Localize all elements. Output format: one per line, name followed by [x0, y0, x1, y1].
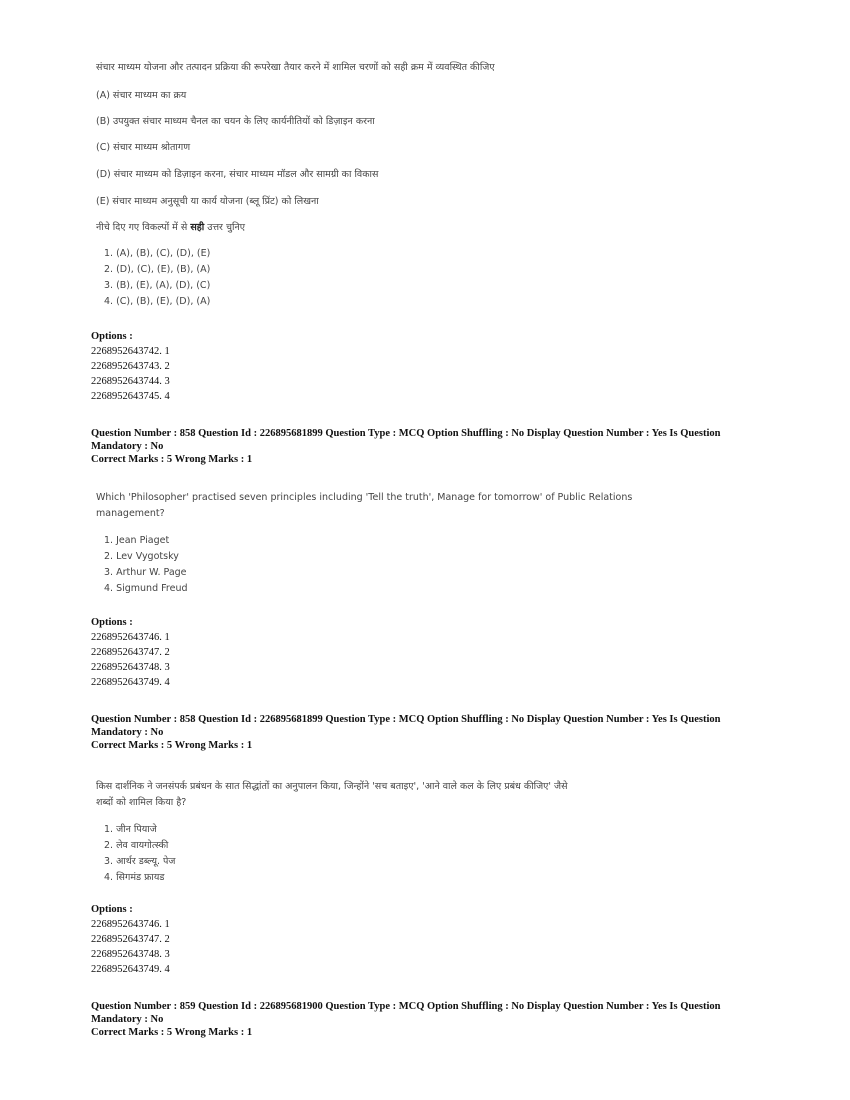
option-id-row: 2268952643743. 2	[91, 361, 170, 372]
question-1-choice-2: 2. (D), (C), (E), (B), (A)	[104, 264, 211, 275]
options-label: Options :	[91, 617, 133, 628]
question-3-prompt-line-1: किस दार्शनिक ने जनसंपर्क प्रबंधन के सात सिद्धांतों का अनुपालन किया, जिन्होंने 'सच बताइए', 'आने वाले कल के लिए प्रबंध कीजिए' जैसे	[96, 781, 568, 792]
question-meta-line: Question Number : 859 Question Id : 226895681900 Question Type : MCQ Option Shuffling : No Display Question Number : Yes Is Question	[91, 1001, 721, 1012]
question-2-options	[91, 615, 170, 690]
question-2-prompt-line-2: management?	[96, 508, 165, 519]
question-meta-mandatory: Mandatory : No	[91, 727, 164, 738]
options-label: Options :	[91, 331, 133, 342]
question-3-choice-1: 1. जीन पियाजे	[104, 824, 157, 835]
question-meta-marks: Correct Marks : 5 Wrong Marks : 1	[91, 740, 253, 751]
question-3-options	[91, 902, 170, 977]
question-1-item-b: (B) उपयुक्त संचार माध्यम चैनल का चयन के लिए कार्यनीतियों को डिज़ाइन करना	[96, 116, 375, 127]
question-meta-block	[91, 427, 761, 466]
question-3-choice-4: 4. सिगमंड फ्रायड	[104, 872, 165, 883]
question-meta-mandatory: Mandatory : No	[91, 441, 164, 452]
question-1-item-a: (A) संचार माध्यम का क्रय	[96, 90, 187, 101]
option-id-row: 2268952643742. 1	[91, 346, 170, 357]
option-id-row: 2268952643747. 2	[91, 647, 170, 658]
question-meta-line: Question Number : 858 Question Id : 226895681899 Question Type : MCQ Option Shuffling : No Display Question Number : Yes Is Question	[91, 428, 721, 439]
question-meta-line: Question Number : 858 Question Id : 226895681899 Question Type : MCQ Option Shuffling : No Display Question Number : Yes Is Question	[91, 714, 721, 725]
option-id-row: 2268952643746. 1	[91, 919, 170, 930]
question-1-item-d: (D) संचार माध्यम को डिज़ाइन करना, संचार माध्यम मॉडल और सामग्री का विकास	[96, 169, 379, 180]
question-1-choice-3: 3. (B), (E), (A), (D), (C)	[104, 280, 211, 291]
question-1-item-e: (E) संचार माध्यम अनुसूची या कार्य योजना (ब्लू प्रिंट) को लिखना	[96, 196, 319, 207]
question-meta-block	[91, 1000, 761, 1039]
question-1-options	[91, 329, 170, 404]
question-2-choice-3: 3. Arthur W. Page	[104, 567, 187, 578]
option-id-row: 2268952643749. 4	[91, 964, 170, 975]
question-3-choice-2: 2. लेव वायगोत्स्की	[104, 840, 169, 851]
question-2-choice-1: 1. Jean Piaget	[104, 535, 170, 546]
option-id-row: 2268952643746. 1	[91, 632, 170, 643]
question-3-prompt-line-2: शब्दों को शामिल किया है?	[96, 797, 187, 808]
question-1-prompt: संचार माध्यम योजना और तत्पादन प्रक्रिया की रूपरेखा तैयार करने में शामिल चरणों को सही क्रम में व्यवस्थित कीजिए	[96, 62, 495, 73]
question-meta-marks: Correct Marks : 5 Wrong Marks : 1	[91, 454, 253, 465]
question-meta-block	[91, 713, 761, 752]
option-id-row: 2268952643745. 4	[91, 391, 170, 402]
question-2-choice-2: 2. Lev Vygotsky	[104, 551, 179, 562]
option-id-row: 2268952643744. 3	[91, 376, 170, 387]
options-label: Options :	[91, 904, 133, 915]
option-id-row: 2268952643747. 2	[91, 934, 170, 945]
question-2-prompt-line-1: Which 'Philosopher' practised seven principles including 'Tell the truth', Manage for tomorrow' of Public Relations	[96, 492, 633, 503]
question-meta-marks: Correct Marks : 5 Wrong Marks : 1	[91, 1027, 253, 1038]
option-id-row: 2268952643749. 4	[91, 677, 170, 688]
question-1-item-c: (C) संचार माध्यम श्रोतागण	[96, 142, 191, 153]
option-id-row: 2268952643748. 3	[91, 949, 170, 960]
question-3-choice-3: 3. आर्थर डब्ल्यू. पेज	[104, 856, 176, 867]
option-id-row: 2268952643748. 3	[91, 662, 170, 673]
question-1-instruction: नीचे दिए गए विकल्पों में से सही उत्तर चुनिए	[96, 222, 245, 233]
question-1-choice-4: 4. (C), (B), (E), (D), (A)	[104, 296, 211, 307]
question-1-choice-1: 1. (A), (B), (C), (D), (E)	[104, 248, 211, 259]
question-2-choice-4: 4. Sigmund Freud	[104, 583, 188, 594]
question-meta-mandatory: Mandatory : No	[91, 1014, 164, 1025]
